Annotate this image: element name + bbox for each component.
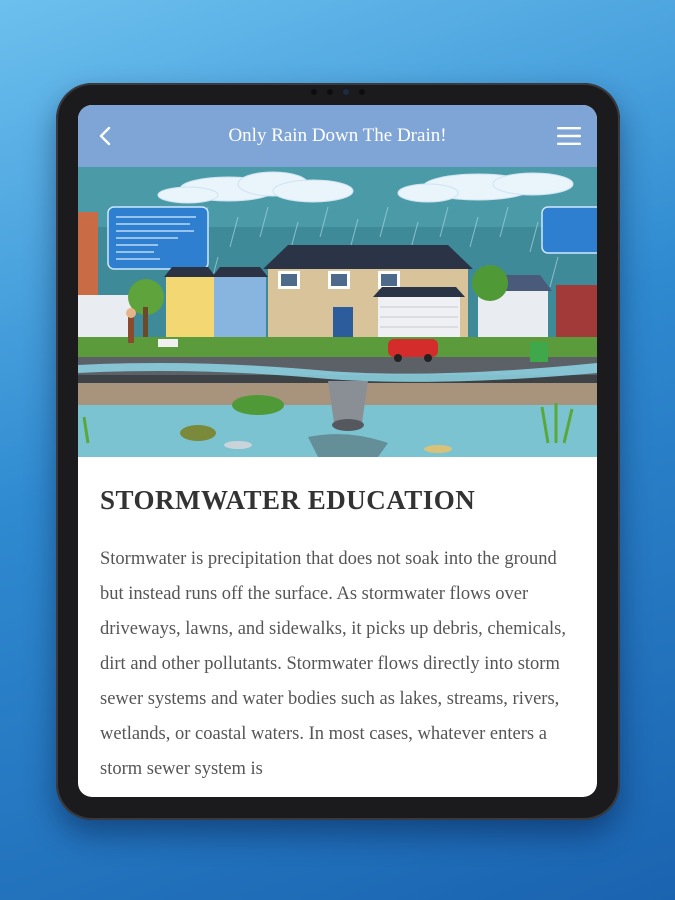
- app-bar: [78, 105, 597, 167]
- article-heading: STORMWATER EDUCATION: [100, 485, 476, 515]
- camera-bar: [311, 89, 365, 95]
- app-screen: [78, 105, 597, 797]
- tablet-frame: [56, 83, 620, 820]
- article: [78, 457, 597, 787]
- chevron-left-icon[interactable]: [92, 122, 120, 150]
- hamburger-menu-icon[interactable]: [557, 125, 581, 147]
- article-body: Stormwater is precipitation that does not soak into the ground but instead runs off the surface. As stormwater flows over driveways, lawns, and sidewalks, it picks up debris, chemicals, dirt and other pollutants. Stormwater flows directly into storm sewer systems and water bodies such as lakes, streams, rivers, wetlands, or coastal waters. In most cases, whatever enters a storm sewer system is: [100, 549, 566, 779]
- stormwater-illustration: [78, 167, 597, 457]
- app-title: Only Rain Down The Drain!: [228, 125, 447, 146]
